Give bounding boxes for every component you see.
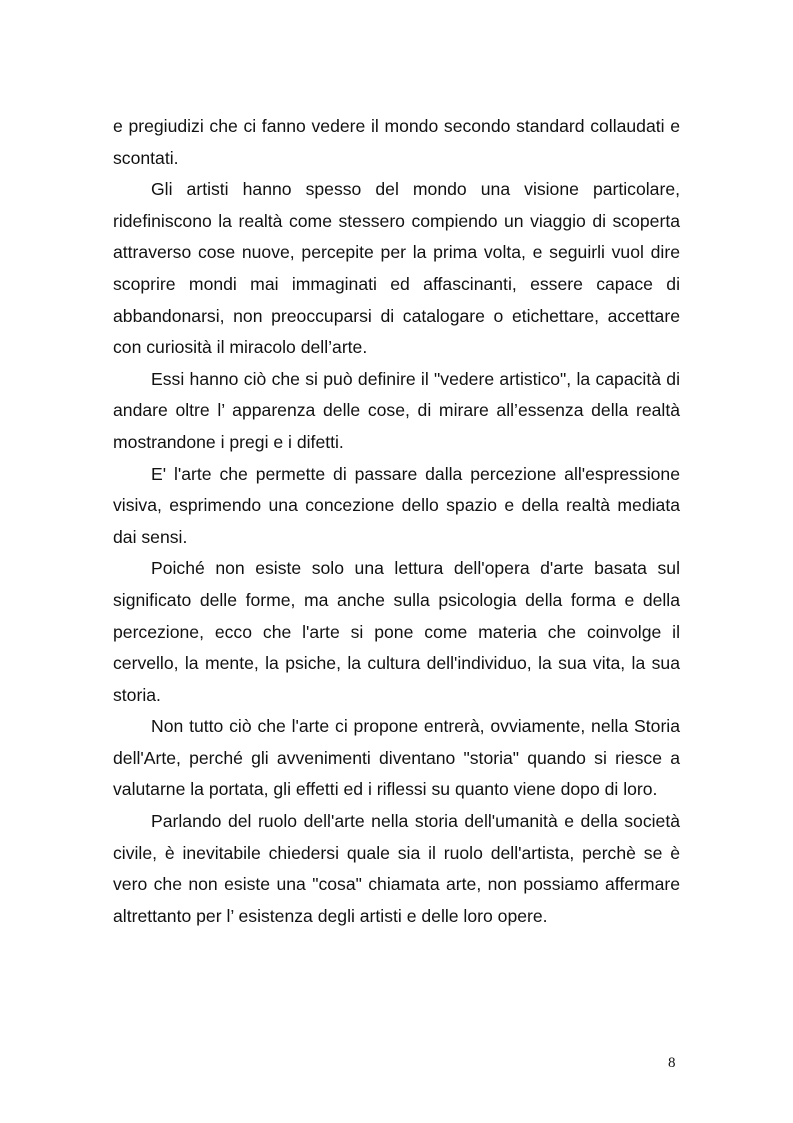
- paragraph-1: e pregiudizi che ci fanno vedere il mondo secondo standard collaudati e scontati.: [113, 116, 680, 168]
- paragraph-4: E' l'arte che permette di passare dalla percezione all'espressione visiva, esprimendo una concezione dello spazio e della realtà mediata dai sensi.: [113, 463, 680, 547]
- paragraph-3: Essi hanno ciò che si può definire il "vedere artistico", la capacità di andare oltre l’ apparenza delle cose, di mirare all’essenza della realtà mostrandone i pregi e i difetti.: [113, 368, 680, 452]
- paragraph-2: Gli artisti hanno spesso del mondo una visione particolare, ridefiniscono la realtà come stessero compiendo un viaggio di scoperta attraverso cose nuove, percepite per la prima volta, e seguirli vuol dire scoprire mondi mai immaginati ed affascinanti, essere capace di abbandonarsi, non preoccuparsi di catalogare o etichettare, accettare con curiosità il miracolo dell’arte.: [113, 179, 680, 358]
- body-text: [113, 111, 680, 932]
- paragraph-6: Non tutto ciò che l'arte ci propone entrerà, ovviamente, nella Storia dell'Arte, perché gli avvenimenti diventano "storia" quando si riesce a valutarne la portata, gli effetti ed i riflessi su quanto viene dopo di loro.: [113, 716, 680, 800]
- paragraph-5: Poiché non esiste solo una lettura dell'opera d'arte basata sul significato delle forme, ma anche sulla psicologia della forma e della percezione, ecco che l'arte si pone come materia che coinvolge il cervello, la mente, la psiche, la cultura dell'individuo, la sua vita, la sua storia.: [113, 558, 680, 705]
- page-number: 8: [668, 1055, 676, 1071]
- paragraph-7: Parlando del ruolo dell'arte nella storia dell'umanità e della società civile, è inevitabile chiedersi quale sia il ruolo dell'artista, perchè se è vero che non esiste una "cosa" chiamata arte, non possiamo affermare altrettanto per l’ esistenza degli artisti e delle loro opere.: [113, 811, 680, 926]
